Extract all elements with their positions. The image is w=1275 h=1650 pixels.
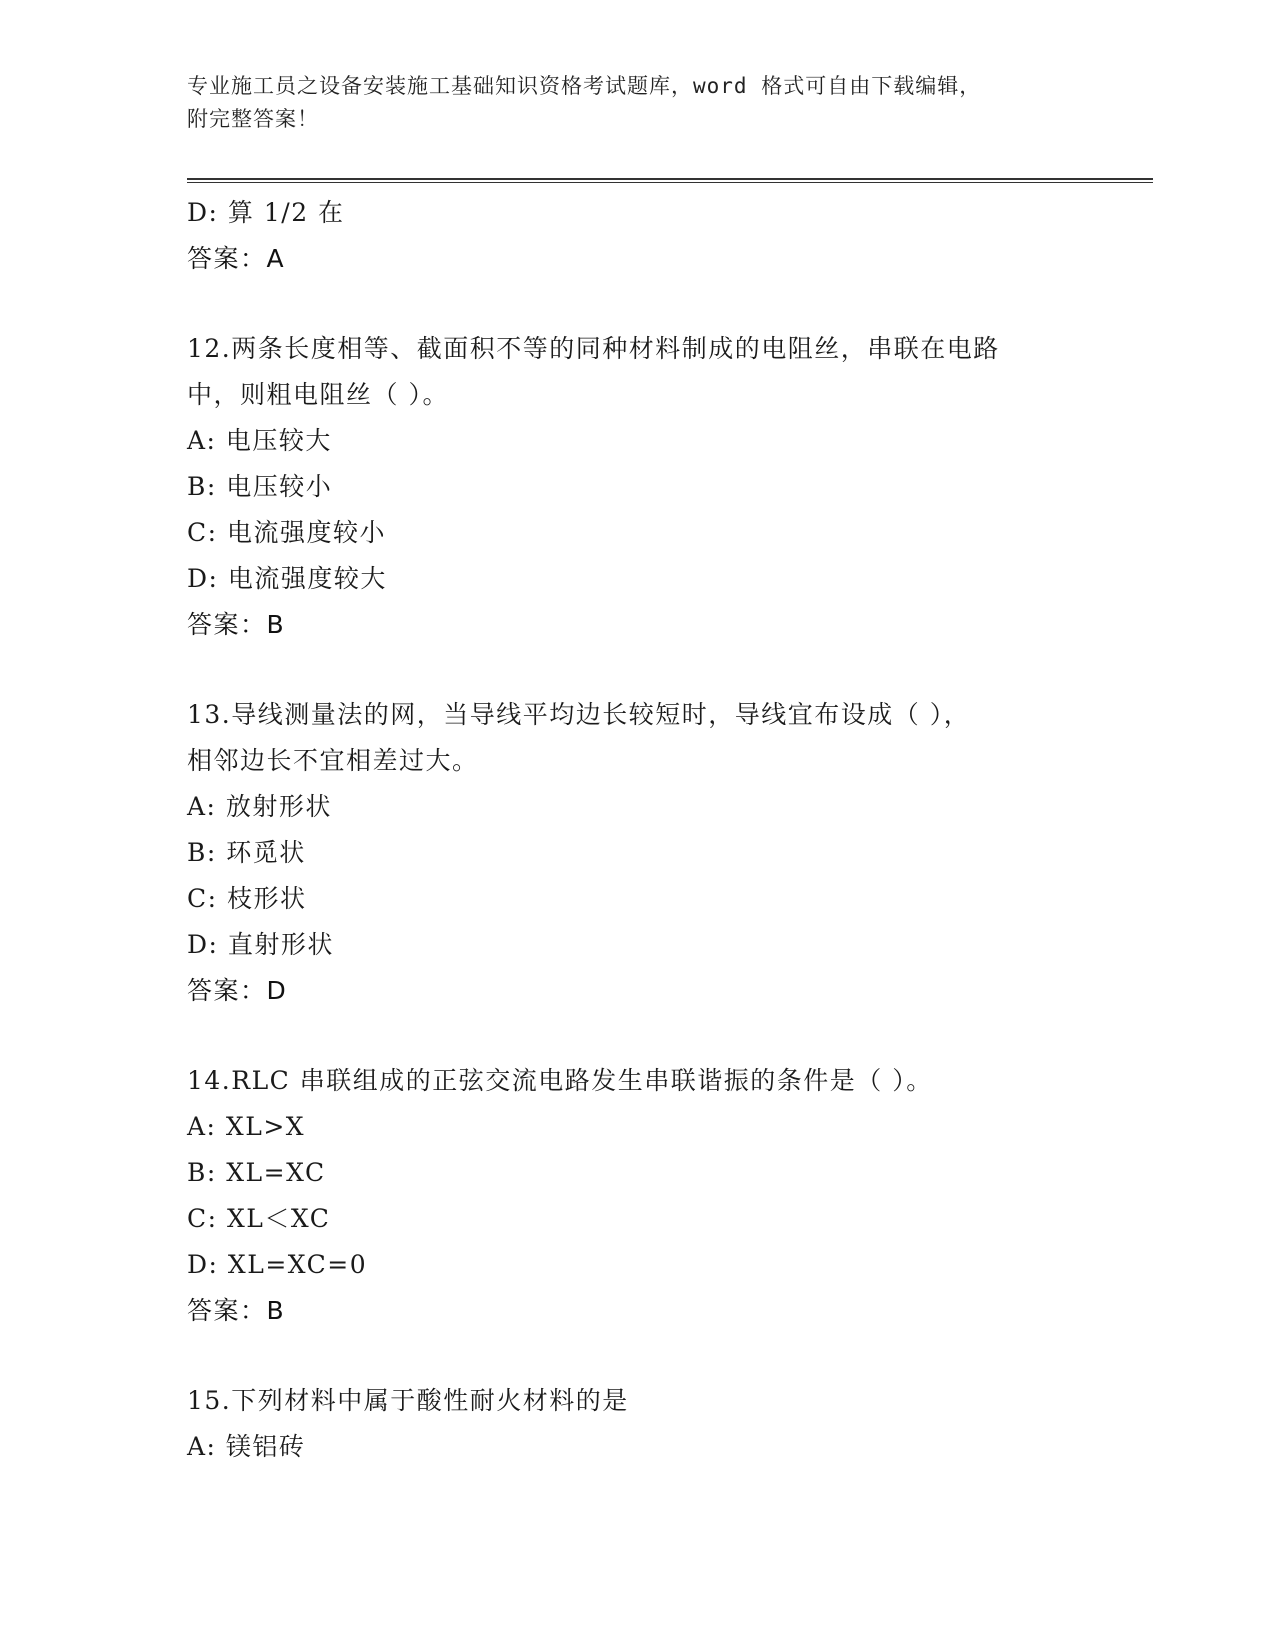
question-list <box>187 190 1087 1470</box>
option-c: C: XL＜XC <box>187 1204 331 1233</box>
question-15 <box>187 1378 1087 1470</box>
answer-line: 答案：A <box>187 244 286 273</box>
option-b: B: 电压较小 <box>187 472 333 501</box>
answer-line: 答案：D <box>187 976 288 1005</box>
answer-line: 答案：B <box>187 610 286 639</box>
question-stem-line-2: 相邻边长不宜相差过大。 <box>187 746 479 775</box>
option-b: B: XL=XC <box>187 1158 326 1187</box>
question-14 <box>187 1058 1087 1334</box>
option-a: A: 电压较大 <box>187 426 332 455</box>
option-b: B: 环觅状 <box>187 838 306 867</box>
option-d: D: XL=XC=0 <box>187 1250 368 1279</box>
option-a: A: 放射形状 <box>187 792 332 821</box>
option-d: D: 直射形状 <box>187 930 334 959</box>
question-stem-line-2: 中，则粗电阻丝（ ）。 <box>187 380 449 409</box>
option-c: C: 枝形状 <box>187 884 307 913</box>
question-stem-line-1: 14.RLC 串联组成的正弦交流电路发生串联谐振的条件是（ ）。 <box>187 1066 933 1095</box>
header-line-1: 专业施工员之设备安装施工基础知识资格考试题库，word 格式可自由下载编辑， <box>187 74 982 98</box>
document-header <box>187 70 1067 136</box>
question-13 <box>187 692 1087 1014</box>
question-11-tail <box>187 190 1087 282</box>
header-line-2: 附完整答案！ <box>187 107 319 131</box>
answer-line: 答案：B <box>187 1296 286 1325</box>
option-a: A: 镁铝砖 <box>187 1432 306 1461</box>
option-d: D: 算 1/2 在 <box>187 198 345 227</box>
option-d: D: 电流强度较大 <box>187 564 387 593</box>
option-c: C: 电流强度较小 <box>187 518 386 547</box>
question-stem-line-1: 12.两条长度相等、截面积不等的同种材料制成的电阻丝，串联在电路 <box>187 334 1000 363</box>
question-12 <box>187 326 1087 648</box>
option-a: A: XL>X <box>187 1112 306 1141</box>
question-stem-line-1: 13.导线测量法的网，当导线平均边长较短时，导线宜布设成（ ）， <box>187 700 971 729</box>
question-stem-line-1: 15.下列材料中属于酸性耐火材料的是 <box>187 1386 629 1415</box>
header-divider <box>187 178 1153 183</box>
